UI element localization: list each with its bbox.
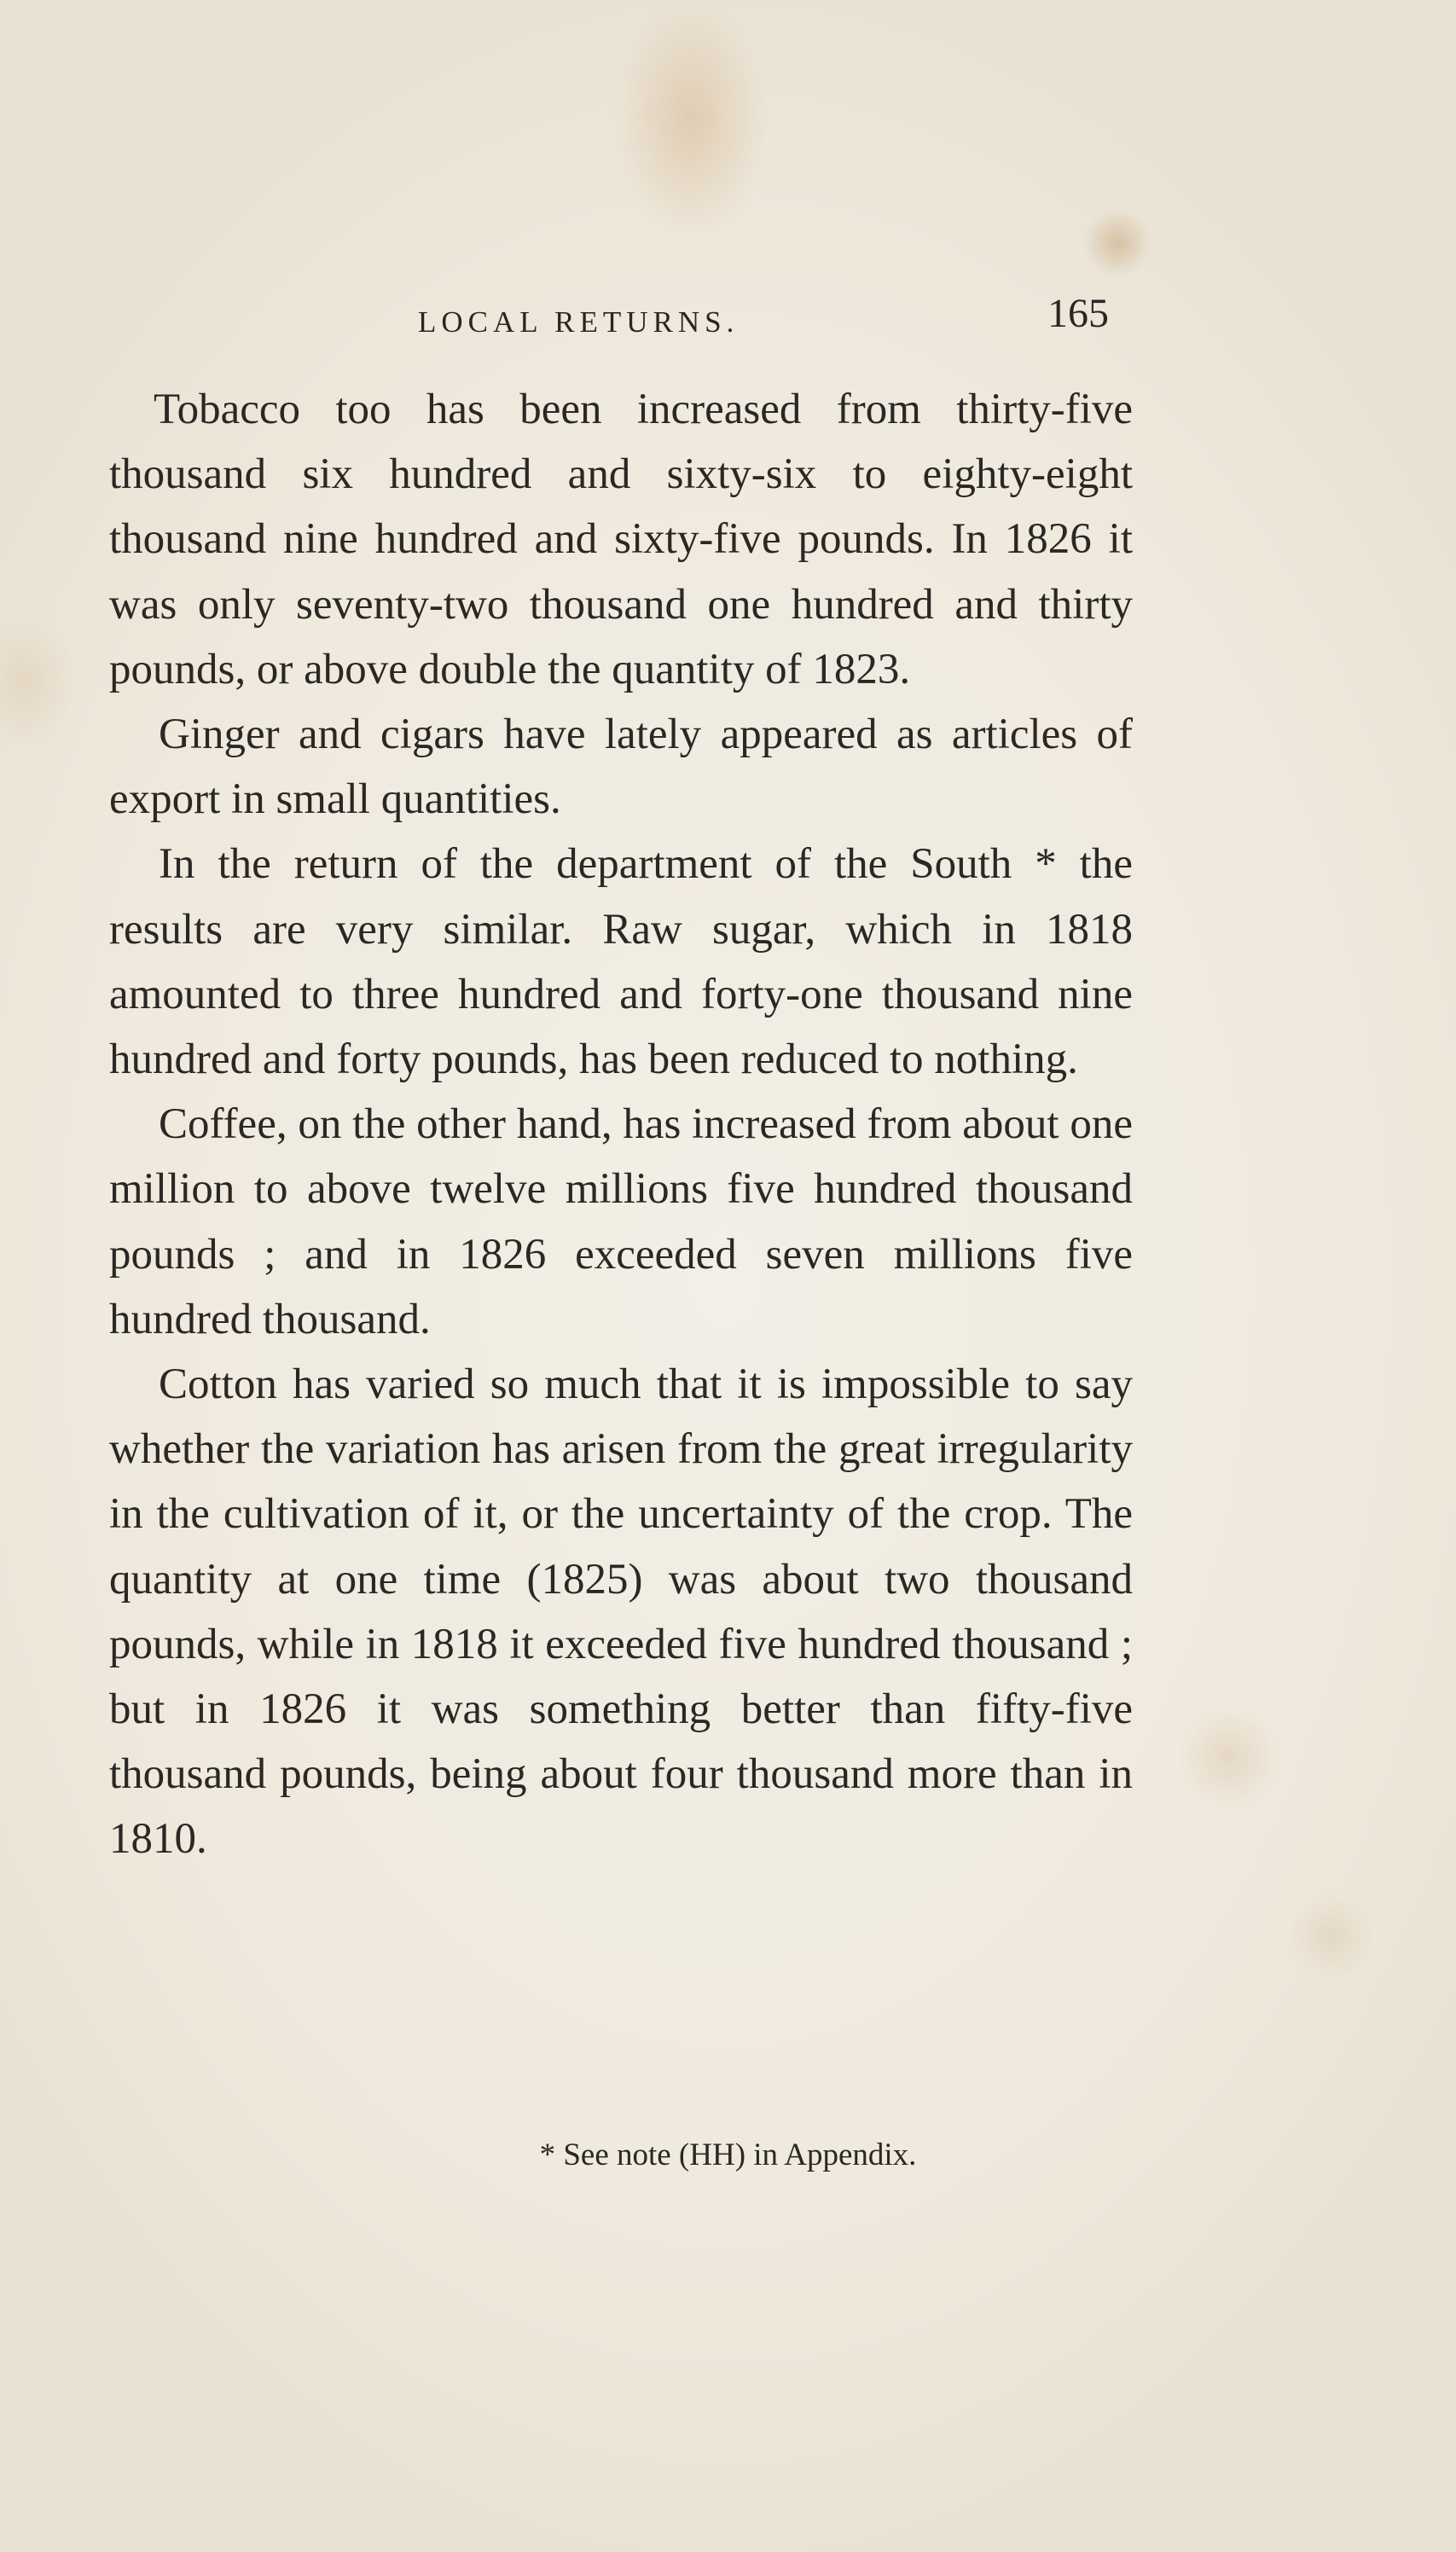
running-title: LOCAL RETURNS.: [418, 305, 740, 339]
footnote: * See note (HH) in Appendix.: [539, 2137, 917, 2172]
body-text: [109, 377, 1133, 1872]
paragraph-south-department: In the return of the department of the South * the results are very similar. Raw sugar, which in 1818 amounted to three hundred and forty-one thousand nine hundred and forty pounds, has been reduced to nothing.: [109, 840, 1133, 1084]
paragraph-ginger: Ginger and cigars have lately appeared as articles of export in small quantities.: [109, 710, 1133, 824]
paragraph-cotton: Cotton has varied so much that it is impossible to say whether the variation has arisen from the great irregularity in the cultivation of it, or the uncertainty of the crop. The quantity at one time (1825) was about two thousand pounds, while in 1818 it exceeded five hundred thousand ; but in 1826 it was something better than fifty-five thousand pounds, being about four thousand more than in 1810.: [109, 1360, 1133, 1864]
paragraph-coffee: Coffee, on the other hand, has increased from about one million to above twelve millions five hundred thousand pounds ; and in 1826 exceeded seven millions five hundred thousand.: [109, 1100, 1133, 1343]
paragraph-tobacco: Tobacco too has been increased from thirty-five thousand six hundred and sixty-six to eighty-eight thousand nine hundred and sixty-five pounds. In 1826 it was only seventy-two thousand one hundred and thirty pounds, or above double the quantity of 1823.: [109, 386, 1133, 693]
page-number: 165: [1047, 291, 1109, 336]
running-head: [0, 290, 1456, 350]
